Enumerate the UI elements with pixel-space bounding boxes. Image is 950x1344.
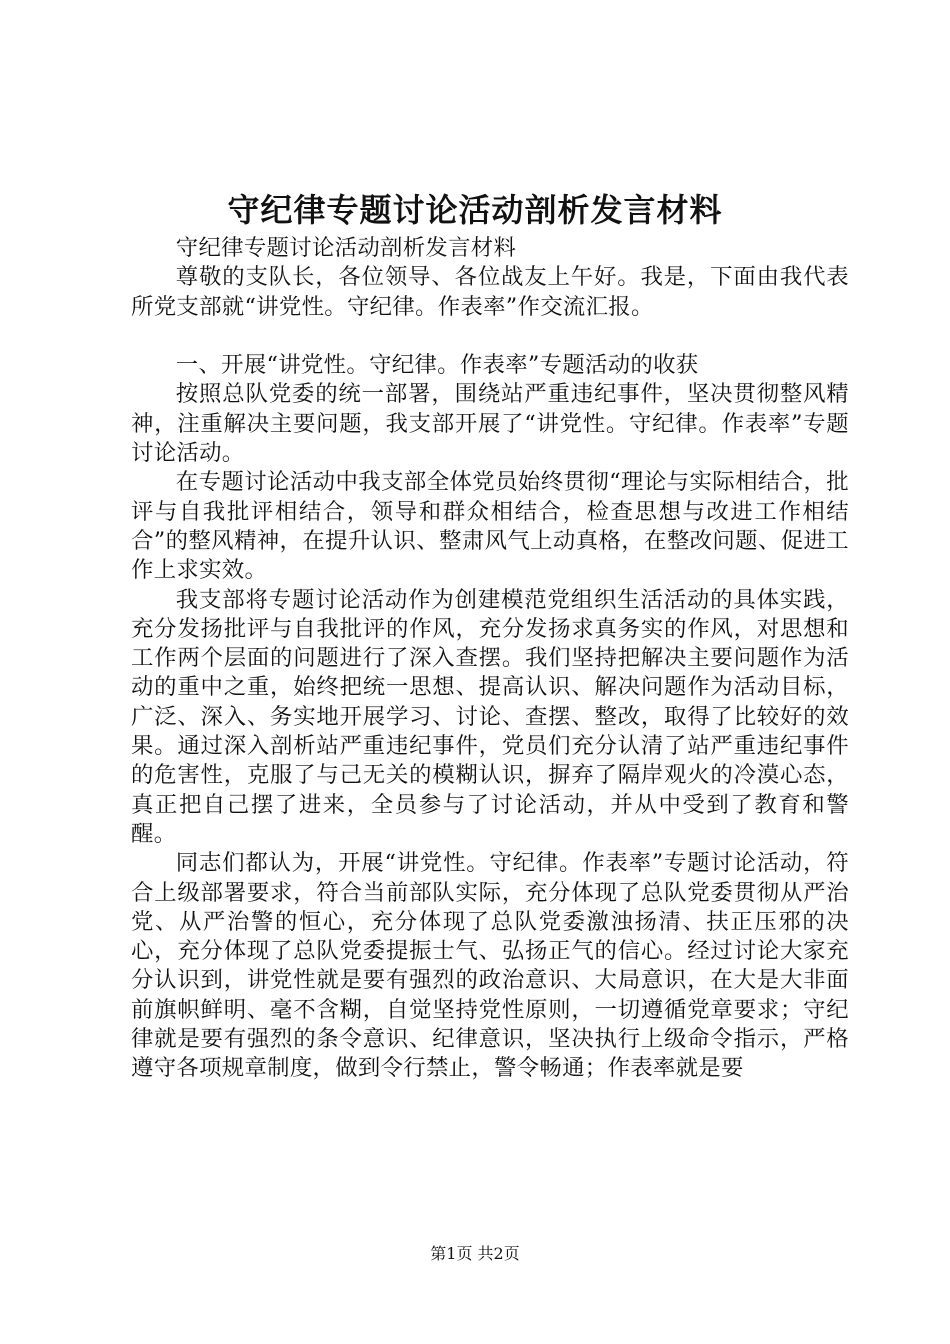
page-title: 守纪律专题讨论活动剖析发言材料 — [227, 191, 723, 229]
document-body — [131, 234, 849, 1084]
paragraph-subtitle: 守纪律专题讨论活动剖析发言材料 — [175, 235, 517, 261]
paragraph: 我支部将专题讨论活动作为创建模范党组织生活活动的具体实践，充分发扬批评与自我批评的作风，充分发扬求真务实的作风，对思想和工作两个层面的问题进行了深入查摆。我们坚持把解决主要问题作为活动的重中之重，始终把统一思想、提高认识、解决问题作为活动目标，广泛、深入、务实地开展学习、讨论、查摆、整改，取得了比较好的效果。通过深入剖析站严重违纪事件，党员们充分认清了站严重违纪事件的危害性，克服了与己无关的模糊认识，摒弃了隔岸观火的冷漠心态，真正把自己摆了进来，全员参与了讨论活动，并从中受到了教育和警醒。 — [131, 586, 849, 847]
page-number: 第1页 共2页 — [430, 1244, 520, 1263]
paragraph: 按照总队党委的统一部署，围绕站严重违纪事件，坚决贯彻整风精神，注重解决主要问题，我支部开展了“讲党性。守纪律。作表率”专题讨论活动。 — [131, 381, 849, 467]
paragraph-greeting: 尊敬的支队长，各位领导、各位战友上午好。我是，下面由我代表所党支部就“讲党性。守纪律。作表率”作交流汇报。 — [131, 264, 849, 320]
section-heading: 一、开展“讲党性。守纪律。作表率”专题活动的收获 — [175, 352, 699, 379]
paragraph: 在专题讨论活动中我支部全体党员始终贯彻“理论与实际相结合，批评与自我批评相结合，领导和群众相结合，检查思想与改进工作相结合”的整风精神，在提升认识、整肃风气上动真格，在整改问题、促进工作上求实效。 — [131, 469, 849, 584]
blank-line — [131, 322, 849, 351]
paragraph: 同志们都认为，开展“讲党性。守纪律。作表率”专题讨论活动，符合上级部署要求，符合当前部队实际，充分体现了总队党委贯彻从严治党、从严治警的恒心，充分体现了总队党委激浊扬清、扶正压邪的决心，充分体现了总队党委提振士气、弘扬正气的信心。经过讨论大家充分认识到，讲党性就是要有强烈的政治意识、大局意识，在大是大非面前旗帜鲜明、毫不含糊，自觉坚持党性原则，一切遵循党章要求；守纪律就是要有强烈的条令意识、纪律意识，坚决执行上级命令指示，严格遵守各项规章制度，做到令行禁止，警令畅通；作表率就是要 — [131, 850, 849, 1082]
